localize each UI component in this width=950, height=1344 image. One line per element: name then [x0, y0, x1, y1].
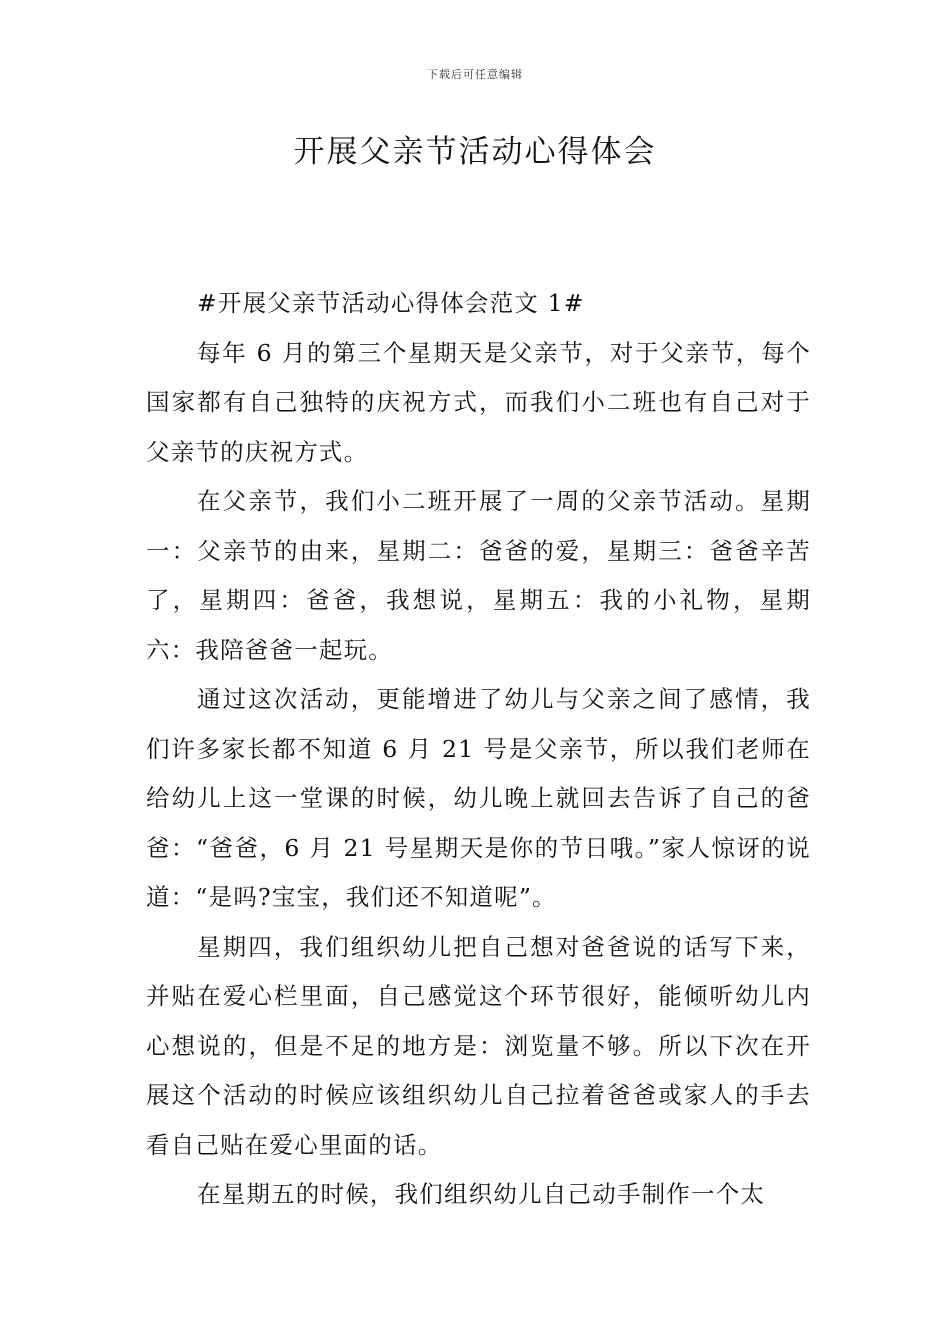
- paragraph: 每年 6 月的第三个星期天是父亲节，对于父亲节，每个国家都有自己独特的庆祝方式，而我们小二班也有自己对于父亲节的庆祝方式。: [146, 338, 811, 466]
- paragraph: 在星期五的时候，我们组织幼儿自己动手制作一个太: [197, 1180, 766, 1208]
- section-heading: #开展父亲节活动心得体会范文 1#: [197, 289, 585, 317]
- paragraph: 星期四，我们组织幼儿把自己想对爸爸说的话写下来，并贴在爱心栏里面，自己感觉这个环节很好，能倾听幼儿内心想说的，但是不足的地方是：浏览量不够。所以下次在开展这个活动的时候应该组织幼儿自己拉着爸爸或家人的手去看自己贴在爱心里面的话。: [146, 932, 811, 1159]
- paragraph: 在父亲节，我们小二班开展了一周的父亲节活动。星期一：父亲节的由来，星期二：爸爸的爱，星期三：爸爸辛苦了，星期四：爸爸，我想说，星期五：我的小礼物，星期六：我陪爸爸一起玩。: [146, 487, 811, 664]
- document-title: 开展父亲节活动心得体会: [293, 134, 657, 170]
- page-header-note: 下载后可任意编辑: [427, 68, 523, 81]
- paragraph: 通过这次活动，更能增进了幼儿与父亲之间了感情，我们许多家长都不知道 6 月 21 号是父亲节，所以我们老师在给幼儿上这一堂课的时候，幼儿晚上就回去告诉了自己的爸爸：“爸爸，6 月 21 号星期天是你的节日哦。”家人惊讶的说道：“是吗?宝宝，我们还不知道呢”。: [146, 685, 811, 911]
- document-body: [146, 279, 811, 1220]
